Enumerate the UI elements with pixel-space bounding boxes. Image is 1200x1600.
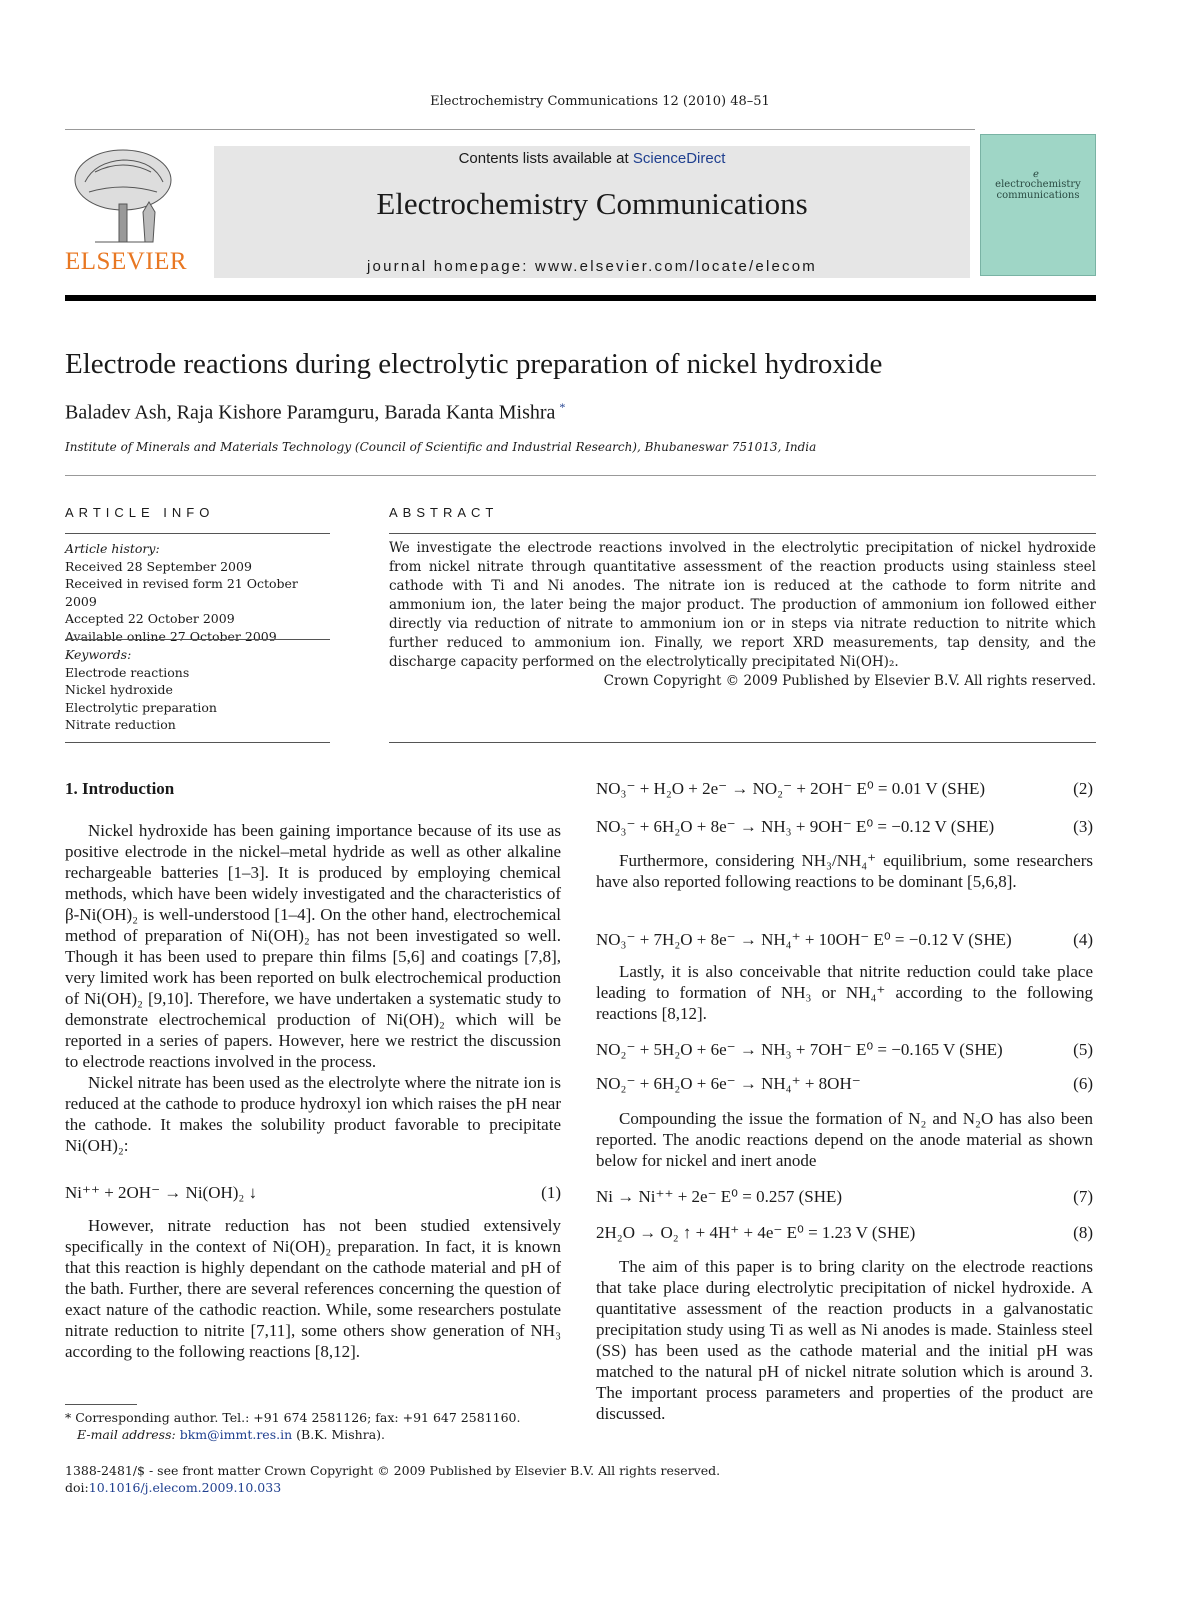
email-link[interactable]: bkm@immt.res.in	[179, 1427, 293, 1442]
equation-number: (4)	[1073, 930, 1093, 949]
history-item: Available online 27 October 2009	[65, 628, 277, 644]
equation-number: (7)	[1073, 1187, 1093, 1206]
info-rule-bottom	[65, 742, 330, 743]
abstract-text: We investigate the electrode reactions involved in the electrolytic precipitation of nickel hydroxide from nickel nitrate through quantitative assessment of the reaction products using stainless steel cathode with Ti and Ni anodes. The nitrate ion is reduced at the cathode to form nitrite and ammonium ion, the later being the major product. The production of ammonium ion followed either directly via reduction of nitrate to ammonium ion or in steps via nitrate reduction to nitrite which further reduced to ammonium ion. Finally, we report XRD measurements, tap density, and the discharge capacity performed on the electrolytically precipitated Ni(OH)₂.	[389, 540, 1096, 670]
equation-number: (5)	[1073, 1040, 1093, 1059]
email-owner: (B.K. Mishra).	[292, 1427, 385, 1442]
keyword-item: Nickel hydroxide	[65, 682, 173, 697]
abstract-copyright: Crown Copyright © 2009 Published by Elsevier B.V. All rights reserved.	[603, 673, 1096, 689]
equation: Ni⁺⁺ + 2OH⁻ → Ni(OH)₂ ↓	[65, 1183, 258, 1202]
history-item: Accepted 22 October 2009	[65, 611, 235, 626]
info-rule-top	[65, 533, 330, 534]
elsevier-logo[interactable]	[65, 142, 188, 276]
equation-number: (1)	[541, 1183, 561, 1202]
email-label: E-mail address:	[77, 1427, 180, 1442]
info-rule-mid	[65, 639, 330, 640]
footnote-contact: Corresponding author. Tel.: +91 674 2581126; fax: +91 647 2581160.	[75, 1410, 521, 1425]
keyword-item: Electrolytic preparation	[65, 699, 217, 715]
equation: NO₃⁻ + 7H₂O + 8e⁻ → NH₄⁺ + 10OH⁻ E⁰ = −0.12 V (SHE)	[596, 930, 1012, 949]
equation: NO₃⁻ + 6H₂O + 8e⁻ → NH₃ + 9OH⁻ E⁰ = −0.12 V (SHE)	[596, 817, 995, 836]
intro-paragraph: Lastly, it is also conceivable that nitrite reduction could take place leading to formation of NH₃ or NH₄⁺ according to the following reactions [8,12].	[596, 962, 1093, 1023]
journal-name: Electrochemistry Communications	[376, 186, 808, 221]
keywords-label: Keywords:	[65, 647, 132, 662]
intro-p6-block	[596, 1108, 1093, 1171]
author-footnote-mark[interactable]: *	[559, 400, 566, 414]
journal-homepage[interactable]: journal homepage: www.elsevier.com/locate/elecom	[367, 258, 817, 275]
doi-link[interactable]: 10.1016/j.elecom.2009.10.033	[88, 1480, 282, 1495]
header-thick-rule	[65, 295, 1096, 301]
abstract-rule-top	[389, 533, 1096, 534]
contents-prefix: Contents lists available at	[458, 150, 633, 167]
equation: NO₂⁻ + 6H₂O + 6e⁻ → NH₄⁺ + 8OH⁻	[596, 1074, 861, 1093]
history-item: Received 28 September 2009	[65, 558, 252, 574]
intro-heading: 1. Introduction	[65, 779, 175, 798]
intro-paragraph: However, nitrate reduction has not been studied extensively specifically in the context of Ni(OH)₂ preparation. In fact, it is known that this reaction is highly dependant on the cathode material and pH of the bath. Further, there are several references concerning the question of exact nature of the cathodic reaction. While, some researchers postulate nitrate reduction to nitrite [7,11], some others show generation of NH₃ according to the following reactions [8,12].	[65, 1216, 561, 1361]
intro-paragraph: Nickel hydroxide has been gaining importance because of its use as positive electrode in the nickel–metal hydride as well as other alkaline rechargeable batteries [1–3]. It is produced by employing chemical methods, which have been widely investigated and the characteristics of β-Ni(OH)₂ is well-understood [1–4]. On the other hand, electrochemical method of preparation of Ni(OH)₂ has not been investigated so well. Though it has been used to prepare thin films [5,6] and coatings [7,8], very limited work has been reported on bulk electrochemical production of Ni(OH)₂ [9,10]. Therefore, we have undertaken a systematic study to demonstrate electrochemical production of Ni(OH)₂ which will be reported in a series of papers. However, here we restrict the discussion to electrode reactions involved in the process.	[65, 821, 561, 1071]
equation-number: (6)	[1073, 1074, 1093, 1093]
front-matter	[65, 1462, 720, 1496]
equation: 2H₂O → O₂ ↑ + 4H⁺ + 4e⁻ E⁰ = 1.23 V (SHE)	[596, 1223, 916, 1242]
journal-cover[interactable]	[980, 134, 1096, 276]
header-rule	[65, 129, 975, 130]
intro-paragraph: Furthermore, considering NH₃/NH₄⁺ equilibrium, some researchers have also reported following reactions to be dominant [5,6,8].	[596, 851, 1093, 891]
history-label: Article history:	[65, 541, 160, 556]
title-rule	[65, 475, 1096, 476]
elsevier-wordmark: ELSEVIER	[65, 248, 188, 275]
footnote-mark: *	[65, 1410, 72, 1425]
intro-p4-block	[596, 850, 1093, 892]
equation: NO₂⁻ + 5H₂O + 6e⁻ → NH₃ + 7OH⁻ E⁰ = −0.165 V (SHE)	[596, 1040, 1003, 1059]
intro-p1-block	[65, 820, 561, 1156]
cover-logo-icon: ℯ	[1033, 169, 1039, 180]
journal-banner	[214, 146, 970, 278]
intro-p7-block	[596, 1256, 1093, 1424]
equation-number: (3)	[1073, 817, 1093, 836]
equation-number: (8)	[1073, 1223, 1093, 1242]
equation-number: (2)	[1073, 779, 1093, 798]
intro-paragraph: Compounding the issue the formation of N₂ and N₂O has also been reported. The anodic reactions depend on the anode material as shown below for nickel and inert anode	[596, 1109, 1093, 1170]
tree-icon	[65, 142, 183, 246]
keyword-item: Nitrate reduction	[65, 717, 176, 732]
article-title: Electrode reactions during electrolytic preparation of nickel hydroxide	[65, 348, 883, 380]
sciencedirect-link[interactable]: ScienceDirect	[632, 150, 726, 167]
intro-paragraph: Nickel nitrate has been used as the electrolyte where the nitrate ion is reduced at the cathode to produce hydroxyl ion which raises the pH near the cathode. It makes the solubility product favorable to precipitate Ni(OH)₂:	[65, 1073, 561, 1155]
article-info-heading: ARTICLE INFO	[65, 505, 215, 520]
contents-line	[214, 150, 970, 167]
abstract	[389, 539, 1096, 691]
keyword-item: Electrode reactions	[65, 664, 190, 680]
article-authors	[65, 400, 565, 425]
issn-line: 1388-2481/$ - see front matter Crown Copyright © 2009 Published by Elsevier B.V. All rights reserved.	[65, 1463, 721, 1478]
history-item: Received in revised form 21 October 2009	[65, 576, 298, 609]
equation: NO₃⁻ + H₂O + 2e⁻ → NO₂⁻ + 2OH⁻ E⁰ = 0.01 V (SHE)	[596, 779, 986, 798]
keywords	[65, 646, 330, 734]
journal-citation: Electrochemistry Communications 12 (2010) 48–51	[430, 94, 770, 109]
abstract-rule-bottom	[389, 742, 1096, 743]
footnote-rule	[65, 1404, 137, 1405]
affiliation: Institute of Minerals and Materials Technology (Council of Scientific and Industrial Research), Bhubaneswar 751013, India	[65, 440, 817, 454]
abstract-heading: ABSTRACT	[389, 505, 499, 520]
intro-paragraph: The aim of this paper is to bring clarity on the electrode reactions that take place during electrolytic precipitation of nickel hydroxide. A quantitative assessment of the reaction products in a galvanostatic precipitation study using Ti as well as Ni anodes is made. Stainless steel (SS) has been used as the cathode material and the initial pH was matched to the natural pH of nickel nitrate solution which is around 3. The important process parameters and properties of the product are discussed.	[596, 1257, 1093, 1423]
cover-title: electrochemistry communications	[995, 179, 1081, 201]
intro-p5-block	[596, 961, 1093, 1024]
equation: Ni → Ni⁺⁺ + 2e⁻ E⁰ = 0.257 (SHE)	[596, 1187, 843, 1206]
author-names: Baladev Ash, Raja Kishore Paramguru, Barada Kanta Mishra	[65, 401, 556, 424]
article-history	[65, 540, 330, 645]
footnote	[65, 1409, 520, 1443]
doi-label: doi:	[65, 1480, 89, 1495]
intro-p3-block	[65, 1215, 561, 1362]
